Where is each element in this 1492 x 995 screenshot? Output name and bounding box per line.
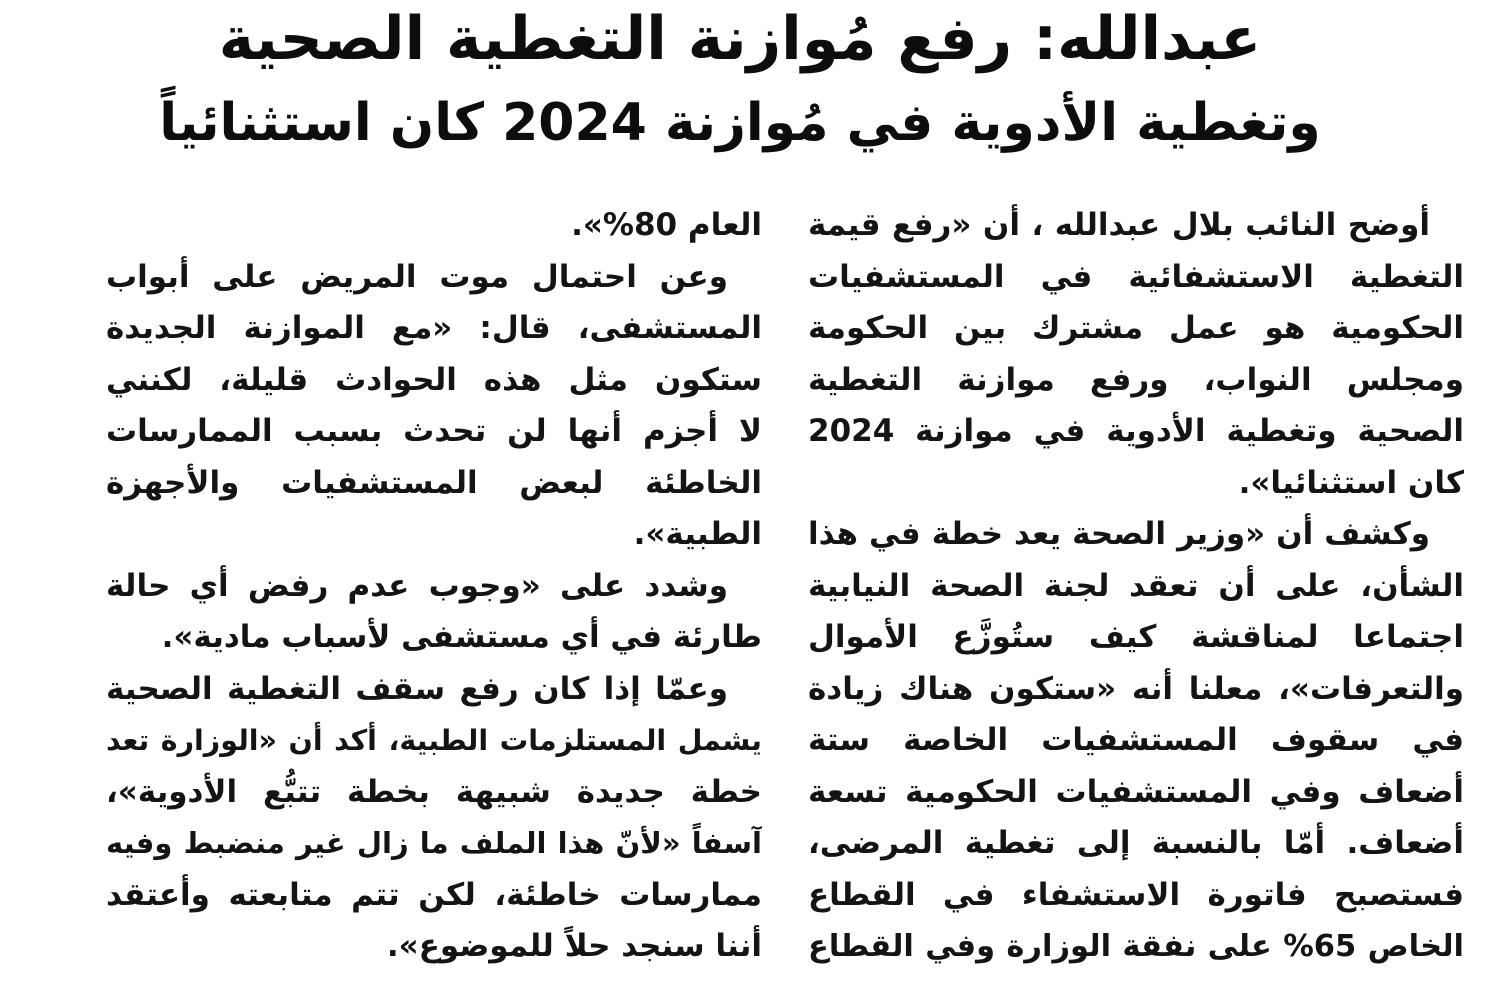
- article-text-line: وعمّا إذا كان رفع سقف التغطية الصحية: [106, 670, 728, 707]
- article-column-right: [808, 200, 1464, 973]
- article-text-line: الحكومية هو عمل مشترك بين الحكومة: [808, 310, 1464, 346]
- headline-line-1: عبدالله: رفع مُوازنة التغطية الصحية: [218, 4, 1262, 74]
- article-text-line: طارئة في أي مستشفى لأسباب مادية».: [161, 619, 762, 655]
- article-text-line: وعن احتمال موت المريض على أبواب: [106, 258, 728, 295]
- article-text-line: أضعاف. أمّا بالنسبة إلى تغطية المرضى،: [808, 825, 1464, 861]
- article-text-line: ممارسات خاطئة، لكن تتم متابعته وأعتقد: [106, 876, 762, 913]
- article-text-line: آسفاً «لأنّ هذا الملف ما زال غير منضبط وفيه: [106, 826, 762, 860]
- article-text-line: ومجلس النواب، ورفع موازنة التغطية: [808, 361, 1464, 398]
- article-text-line: التغطية الاستشفائية في المستشفيات: [808, 258, 1464, 295]
- article-text-line: الصحية وتغطية الأدوية في موازنة 2024: [808, 413, 1464, 449]
- article-text-line: يشمل المستلزمات الطبية، أكد أن «الوزارة تعد: [106, 724, 762, 757]
- article-text-line: العام 80%».: [571, 207, 762, 243]
- article-text-line: فستصبح فاتورة الاستشفاء في القطاع: [808, 876, 1464, 913]
- article-text-line: في سقوف المستشفيات الخاصة ستة: [808, 722, 1464, 758]
- article-text-line: خطة جديدة شبيهة بخطة تتبُّع الأدوية»،: [106, 773, 762, 810]
- article-text-line: لا أجزم أنها لن تحدث بسبب الممارسات: [106, 413, 762, 449]
- article-text-line: اجتماعا لمناقشة كيف ستُوزَّع الأموال: [808, 619, 1464, 655]
- article-text-line: المستشفى، قال: «مع الموازنة الجديدة: [106, 310, 762, 346]
- article-text-line: كان استثنائيا».: [1238, 464, 1464, 501]
- article-text-line: الخاص 65% على نفقة الوزارة وفي القطاع: [808, 929, 1464, 964]
- article-text-line: والتعرفات»، معلنا أنه «ستكون هناك زيادة: [808, 670, 1464, 707]
- article-text-line: الطبية».: [633, 516, 762, 552]
- article-text-line: أوضح النائب بلال عبدالله ، أن «رفع قيمة: [808, 207, 1430, 243]
- article-text-line: ستكون مثل هذه الحوادث قليلة، لكنني: [106, 361, 762, 398]
- headline-line-2: وتغطية الأدوية في مُوازنة 2024 كان استثنائياً: [159, 93, 1321, 153]
- article-text-line: أننا سنجد حلاً للموضوع».: [386, 928, 762, 964]
- article-text-line: الخاطئة لبعض المستشفيات والأجهزة: [106, 464, 762, 501]
- article-text-line: وشدد على «وجوب عدم رفض أي حالة: [106, 567, 728, 604]
- article-text-line: وكشف أن «وزير الصحة يعد خطة في هذا: [808, 516, 1430, 552]
- article-text-line: أضعاف وفي المستشفيات الحكومية تسعة: [808, 773, 1464, 810]
- article-column-left: [106, 200, 762, 973]
- article-text-line: الشأن، على أن تعقد لجنة الصحة النيابية: [808, 567, 1464, 604]
